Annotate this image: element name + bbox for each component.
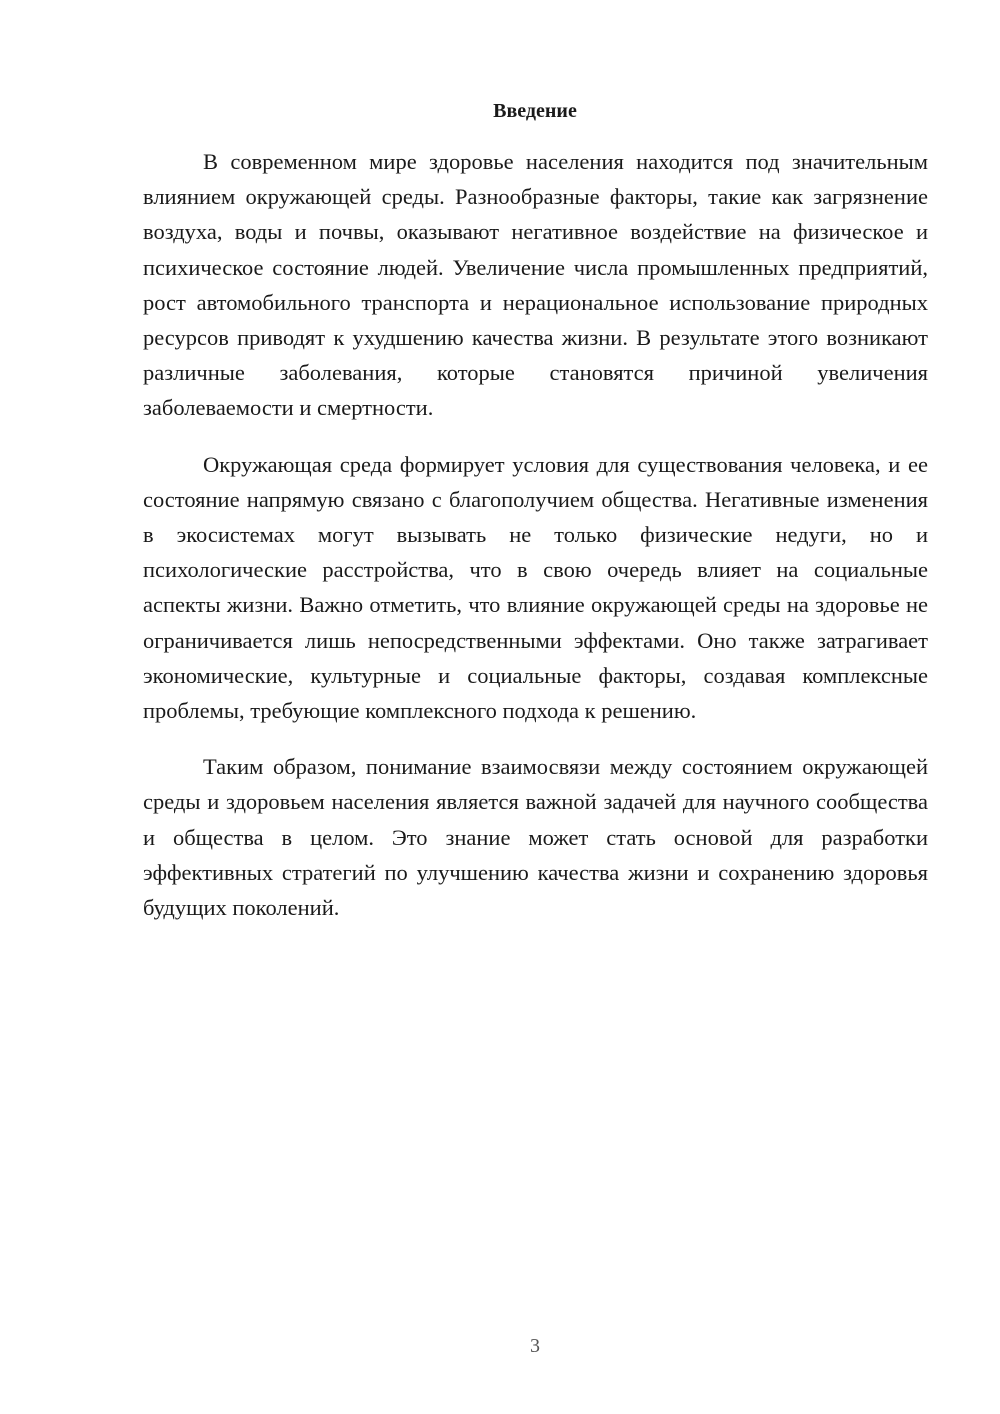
section-heading: Введение: [493, 100, 577, 122]
body-text: [143, 144, 928, 925]
paragraph-3: Таким образом, понимание взаимосвязи между состоянием окружающей среды и здоровьем населения является важной задачей для научного сообщества и общества в целом. Это знание может стать основой для разработки эффективных стратегий по улучшению качества жизни и сохранению здоровья будущих поколений.: [143, 754, 928, 921]
paragraph-1: В современном мире здоровье населения находится под значительным влиянием окружающей среды. Разнообразные факторы, такие как загрязнение воздуха, воды и почвы, оказывают негативное воздействие на физическое и психическое состояние людей. Увеличение числа промышленных предприятий, рост автомобильного транспорта и нерациональное использование природных ресурсов приводят к ухудшению качества жизни. В результате этого возникают различные заболевания, которые становятся причиной увеличения заболеваемости и смертности.: [143, 149, 928, 421]
page-number: 3: [530, 1335, 540, 1357]
paragraph-2: Окружающая среда формирует условия для существования человека, и ее состояние напрямую связано с благополучием общества. Негативные изменения в экосистемах могут вызывать не только физические недуги, но и психологические расстройства, что в свою очередь влияет на социальные аспекты жизни. Важно отметить, что влияние окружающей среды на здоровье не ограничивается лишь непосредственными эффектами. Оно также затрагивает экономические, культурные и социальные факторы, создавая комплексные проблемы, требующие комплексного подхода к решению.: [143, 451, 928, 724]
